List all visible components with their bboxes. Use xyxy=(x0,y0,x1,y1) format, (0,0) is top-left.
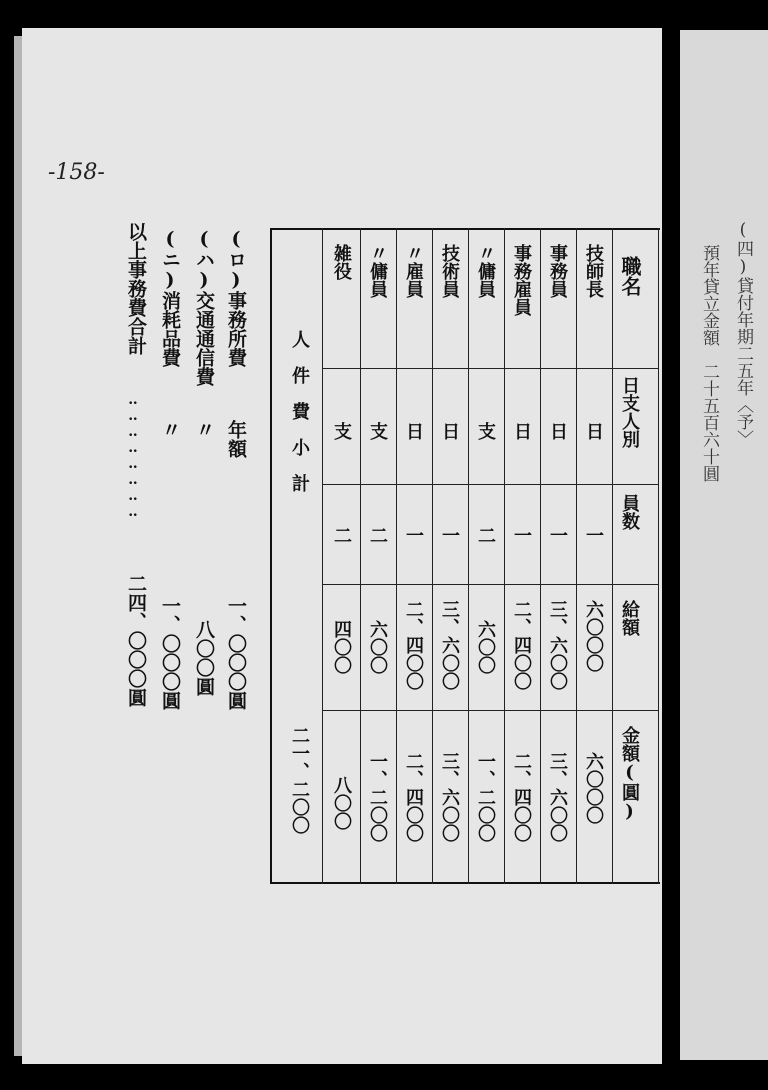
table-left-border xyxy=(270,228,272,884)
budget-amount: 八〇〇圓 xyxy=(193,620,215,696)
row-type: 日 xyxy=(547,422,568,440)
header-position: 職名 xyxy=(618,256,642,296)
subtotal-label: 人件費小計 xyxy=(289,330,310,510)
row-salary: 六〇〇 xyxy=(367,620,388,674)
row-count: 二 xyxy=(475,526,496,544)
row-count: 一 xyxy=(439,526,460,544)
row-type: 日 xyxy=(439,422,460,440)
col-divider xyxy=(576,228,577,884)
budget-amount-head: 〃 xyxy=(159,420,181,439)
header-count: 員数 xyxy=(619,494,640,530)
row-count: 一 xyxy=(403,526,424,544)
row-divider xyxy=(322,584,658,585)
budget-item-label: (ハ)交通通信費 xyxy=(193,228,215,386)
row-count: 二 xyxy=(367,526,388,544)
row-amount: 二、四〇〇 xyxy=(511,752,532,842)
row-salary: 四〇〇 xyxy=(331,620,352,674)
budget-amount-head: 年額 xyxy=(225,420,247,458)
subtotal-amount: 二一、二〇〇 xyxy=(289,726,310,834)
table-bottom-border xyxy=(270,882,660,884)
row-salary: 三、六〇〇 xyxy=(439,600,460,690)
page-number: -158- xyxy=(48,160,105,185)
facing-page-line: 預年貸立金額 二十五百六十圓 xyxy=(699,244,719,482)
row-divider xyxy=(322,368,658,369)
row-type: 日 xyxy=(511,422,532,440)
col-divider xyxy=(504,228,505,884)
col-divider xyxy=(540,228,541,884)
facing-page-line: (四)貸付年期二五年〈予〉 xyxy=(733,220,753,447)
table-top-border xyxy=(270,228,660,230)
budget-item-label: (ロ)事務所費 xyxy=(225,228,247,367)
row-type: 日 xyxy=(583,422,604,440)
header-daily-monthly: 日支人別 xyxy=(619,376,640,448)
row-salary: 六〇〇〇 xyxy=(583,600,604,672)
row-position: 〃雇員 xyxy=(403,244,424,298)
col-divider xyxy=(360,228,361,884)
col-divider xyxy=(396,228,397,884)
row-position: 〃傭員 xyxy=(367,244,388,298)
budget-amount-head: 〃 xyxy=(193,420,215,439)
row-divider xyxy=(322,484,658,485)
row-count: 二 xyxy=(331,526,352,544)
row-position: 事務員 xyxy=(547,244,568,298)
row-position: 技術員 xyxy=(439,244,460,298)
row-amount: 八〇〇 xyxy=(331,776,352,830)
row-type: 日 xyxy=(403,422,424,440)
row-amount: 一、二〇〇 xyxy=(367,752,388,842)
header-amount: 金額(圓) xyxy=(619,726,640,822)
row-salary: 六〇〇 xyxy=(475,620,496,674)
row-position: 〃傭員 xyxy=(475,244,496,298)
header-salary: 給額 xyxy=(619,600,640,636)
row-divider xyxy=(322,710,658,711)
row-amount: 二、四〇〇 xyxy=(403,752,424,842)
row-amount: 一、二〇〇 xyxy=(475,752,496,842)
total-label: 以上事務費合計 xyxy=(125,222,147,355)
total-dots: ‥‥‥‥‥‥‥‥ xyxy=(125,392,141,520)
row-type: 支 xyxy=(331,422,352,440)
col-divider xyxy=(468,228,469,884)
row-salary: 三、六〇〇 xyxy=(547,600,568,690)
row-type: 支 xyxy=(475,422,496,440)
col-divider xyxy=(322,228,323,884)
row-salary: 二、四〇〇 xyxy=(511,600,532,690)
col-divider xyxy=(432,228,433,884)
budget-amount: 一、〇〇〇圓 xyxy=(225,596,247,710)
bleed-through-text xyxy=(320,172,380,188)
row-count: 一 xyxy=(547,526,568,544)
row-type: 支 xyxy=(367,422,388,440)
row-amount: 三、六〇〇 xyxy=(547,752,568,842)
row-salary: 二、四〇〇 xyxy=(403,600,424,690)
row-position: 技師長 xyxy=(583,244,604,298)
row-amount: 六〇〇〇 xyxy=(583,752,604,824)
facing-page xyxy=(680,30,768,1060)
row-position: 事務雇員 xyxy=(511,244,532,316)
row-count: 一 xyxy=(583,526,604,544)
row-count: 一 xyxy=(511,526,532,544)
budget-item-label: (ニ)消耗品費 xyxy=(159,228,181,367)
table-right-border xyxy=(658,228,659,884)
col-divider xyxy=(612,228,613,884)
row-position: 雑役 xyxy=(331,244,352,280)
total-amount: 二四、〇〇〇圓 xyxy=(125,574,147,707)
budget-amount: 一、〇〇〇圓 xyxy=(159,596,181,710)
row-amount: 三、六〇〇 xyxy=(439,752,460,842)
